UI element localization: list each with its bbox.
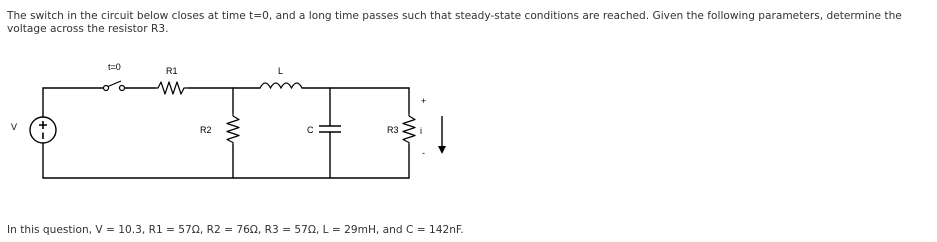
circuit-diagram — [0, 55, 470, 190]
r3-minus-label: - — [422, 148, 425, 158]
switch-icon — [104, 81, 125, 91]
r2-label: R2 — [200, 125, 212, 135]
r3-label: R3 — [387, 125, 399, 135]
capacitor-icon — [319, 126, 341, 132]
l-label: L — [278, 66, 284, 76]
c-label: C — [307, 125, 314, 135]
question-parameters: In this question, V = 10.3, R1 = 57Ω, R2 = 76Ω, R3 = 57Ω, L = 29mH, and C = 142nF. — [7, 224, 464, 236]
r3-resistor-icon — [403, 113, 415, 145]
v-label: V — [11, 122, 18, 132]
r3-plus-label: + — [421, 96, 427, 106]
inductor-icon — [260, 83, 302, 88]
r2-resistor-icon — [227, 113, 239, 145]
question-prompt: The switch in the circuit below closes at time t=0, and a long time passes such that steady-state conditions are reached. Given the following parameters, determine the voltage across the resistor R3. — [7, 10, 902, 35]
voltage-source-icon — [30, 117, 56, 143]
switch-label: t=0 — [108, 62, 121, 72]
r1-label: R1 — [166, 66, 178, 76]
r1-resistor-icon — [155, 82, 189, 94]
current-arrow-icon — [438, 116, 446, 154]
current-label: i — [420, 126, 422, 136]
